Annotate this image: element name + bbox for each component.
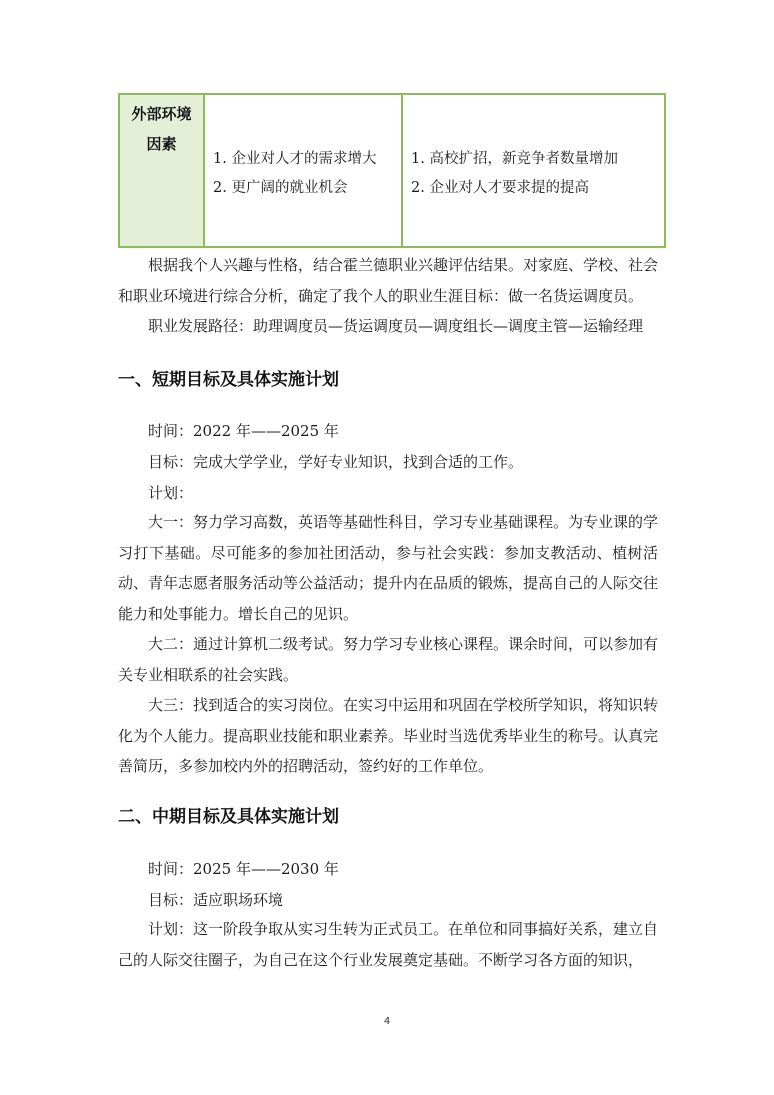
opportunities-list — [205, 95, 401, 203]
threats-list — [403, 95, 664, 203]
section-heading-short-term: 一、短期目标及具体实施计划 — [118, 370, 339, 390]
mid-term-plan-paragraph: 计划：这一阶段争取从实习生转为正式员工。在单位和同事搞好关系，建立自己的人际交往圈子，为自己在这个行业发展奠定基础。不断学习各方面的知识， — [118, 920, 659, 969]
list-item: 2. 企业对人才要求提的提高 — [411, 180, 589, 196]
short-term-plan-label: 计划： — [148, 484, 194, 502]
factor-label — [120, 95, 203, 159]
short-term-goal: 目标：完成大学学业，学好专业知识，找到合适的工作。 — [148, 453, 524, 471]
table-row — [119, 94, 665, 247]
year2-plan-paragraph: 大二：通过计算机二级考试。努力学习专业核心课程。课余时间，可以参加有关专业相联系的社会实践。 — [118, 635, 659, 684]
page-number: 4 — [383, 1016, 391, 1027]
list-item: 1. 高校扩招，新竞争者数量增加 — [411, 151, 618, 167]
year1-plan-paragraph: 大一：努力学习高数，英语等基础性科目，学习专业基础课程。为专业课的学习打下基础。尽可能多的参加社团活动，参与社会实践：参加支教活动、植树活动、青年志愿者服务活动等公益活动；提升内在品质的锻炼，提高自己的人际交往能力和处事能力。增长自己的见识。 — [118, 513, 659, 623]
external-factors-table — [118, 93, 666, 248]
year3-plan-paragraph: 大三：找到适合的实习岗位。在实习中运用和巩固在学校所学知识，将知识转化为个人能力。提高职业技能和职业素养。毕业时当选优秀毕业生的称号。认真完善简历，多参加校内外的招聘活动，签约好的工作单位。 — [118, 696, 659, 775]
career-path-paragraph: 职业发展路径：助理调度员—货运调度员—调度组长—调度主管—运输经理 — [148, 317, 644, 335]
opportunities-cell — [204, 94, 402, 247]
factor-label-line: 因素 — [146, 135, 177, 153]
mid-term-goal: 目标：适应职场环境 — [148, 891, 284, 909]
mid-term-time: 时间：2025 年——2030 年 — [148, 860, 339, 878]
short-term-time: 时间：2022 年——2025 年 — [148, 422, 339, 440]
list-item: 2. 更广阔的就业机会 — [213, 180, 348, 196]
section-heading-mid-term: 二、中期目标及具体实施计划 — [118, 807, 339, 827]
factor-label-cell — [119, 94, 204, 247]
factor-label-line: 外部环境 — [131, 105, 192, 123]
threats-cell — [402, 94, 665, 247]
career-goal-paragraph: 根据我个人兴趣与性格，结合霍兰德职业兴趣评估结果。对家庭、学校、社会和职业环境进行综合分析，确定了我个人的职业生涯目标：做一名货运调度员。 — [118, 256, 659, 305]
list-item: 1. 企业对人才的需求增大 — [213, 151, 377, 167]
